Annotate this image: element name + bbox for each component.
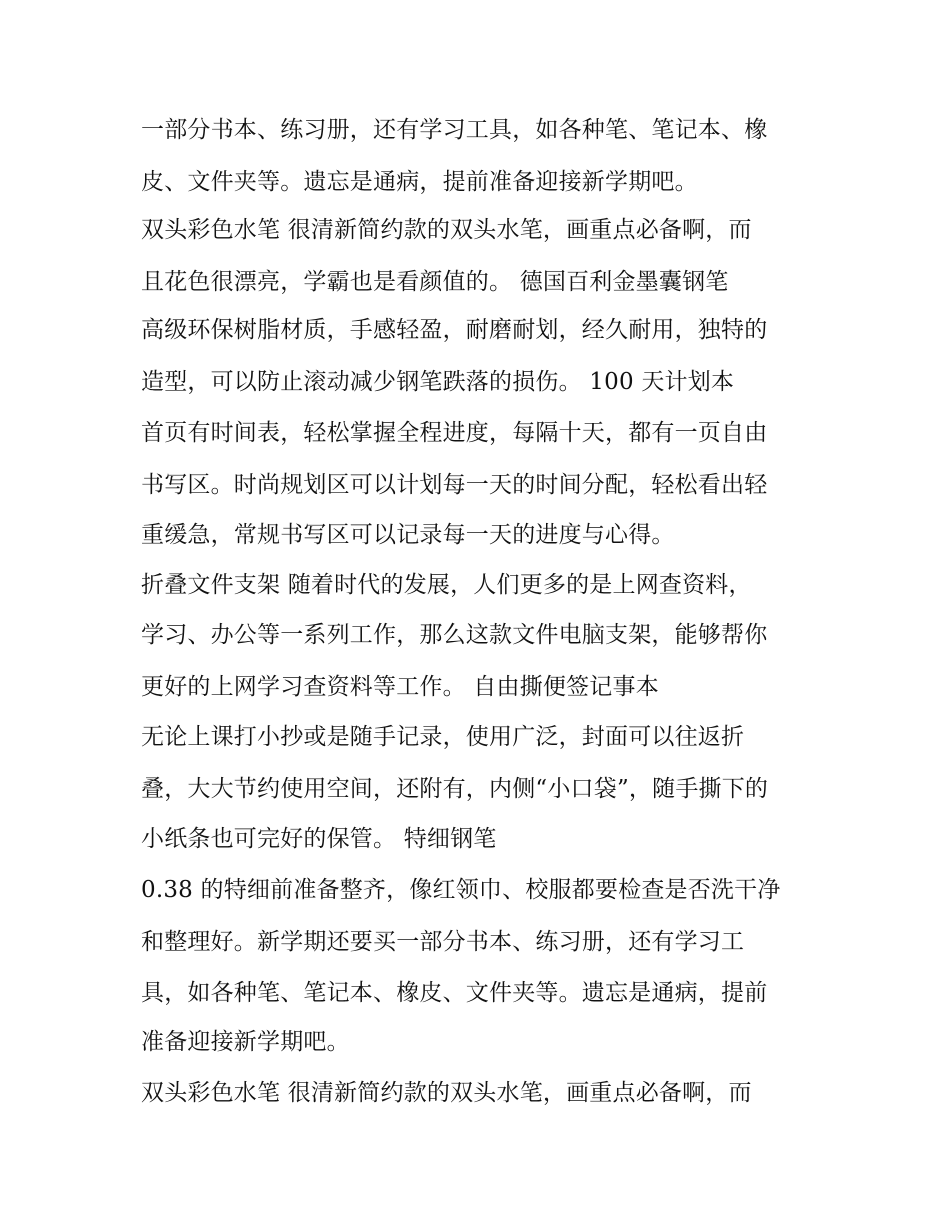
- text-line: 高级环保树脂材质，手感轻盈，耐磨耐划，经久耐用，独特的: [141, 317, 768, 343]
- text-line: 具，如各种笔、笔记本、橡皮、文件夹等。遗忘是通病，提前: [141, 980, 768, 1006]
- text-line: 重缓急，常规书写区可以记录每一天的进度与心得。: [141, 522, 675, 548]
- text-line: 皮、文件夹等。遗忘是通病，提前准备迎接新学期吧。: [141, 169, 698, 195]
- text-line: 造型，可以防止滚动减少钢笔跌落的损伤。 100 天计划本: [141, 369, 735, 395]
- text-line: 折叠文件支架 随着时代的发展，人们更多的是上网查资料，: [141, 572, 752, 598]
- text-line: 小纸条也可完好的保管。 特细钢笔: [141, 826, 497, 852]
- text-line: 首页有时间表，轻松掌握全程进度，每隔十天，都有一页自由: [141, 420, 768, 446]
- text-line: 一部分书本、练习册，还有学习工具，如各种笔、笔记本、橡: [141, 117, 768, 143]
- text-line: 且花色很漂亮，学霸也是看颜值的。 德国百利金墨囊钢笔: [141, 269, 729, 295]
- text-line: 学习、办公等一系列工作，那么这款文件电脑支架，能够帮你: [141, 622, 768, 648]
- text-line: 双头彩色水笔 很清新简约款的双头水笔，画重点必备啊，而: [141, 1080, 752, 1106]
- text-line: 叠，大大节约使用空间，还附有，内侧“小口袋”，随手撕下的: [141, 776, 769, 802]
- text-line: 双头彩色水笔 很清新简约款的双头水笔，画重点必备啊，而: [141, 217, 752, 243]
- text-line: 和整理好。新学期还要买一部分书本、练习册，还有学习工: [141, 929, 745, 955]
- text-line: 准备迎接新学期吧。: [141, 1029, 350, 1055]
- text-line: 更好的上网学习查资料等工作。 自由撕便签记事本: [141, 674, 659, 700]
- text-line: 0.38 的特细前准备整齐，像红领巾、校服都要检查是否洗干净: [141, 877, 781, 903]
- text-line: 书写区。时尚规划区可以计划每一天的时间分配，轻松看出轻: [141, 472, 768, 498]
- text-line: 无论上课打小抄或是随手记录，使用广泛，封面可以往返折: [141, 724, 745, 750]
